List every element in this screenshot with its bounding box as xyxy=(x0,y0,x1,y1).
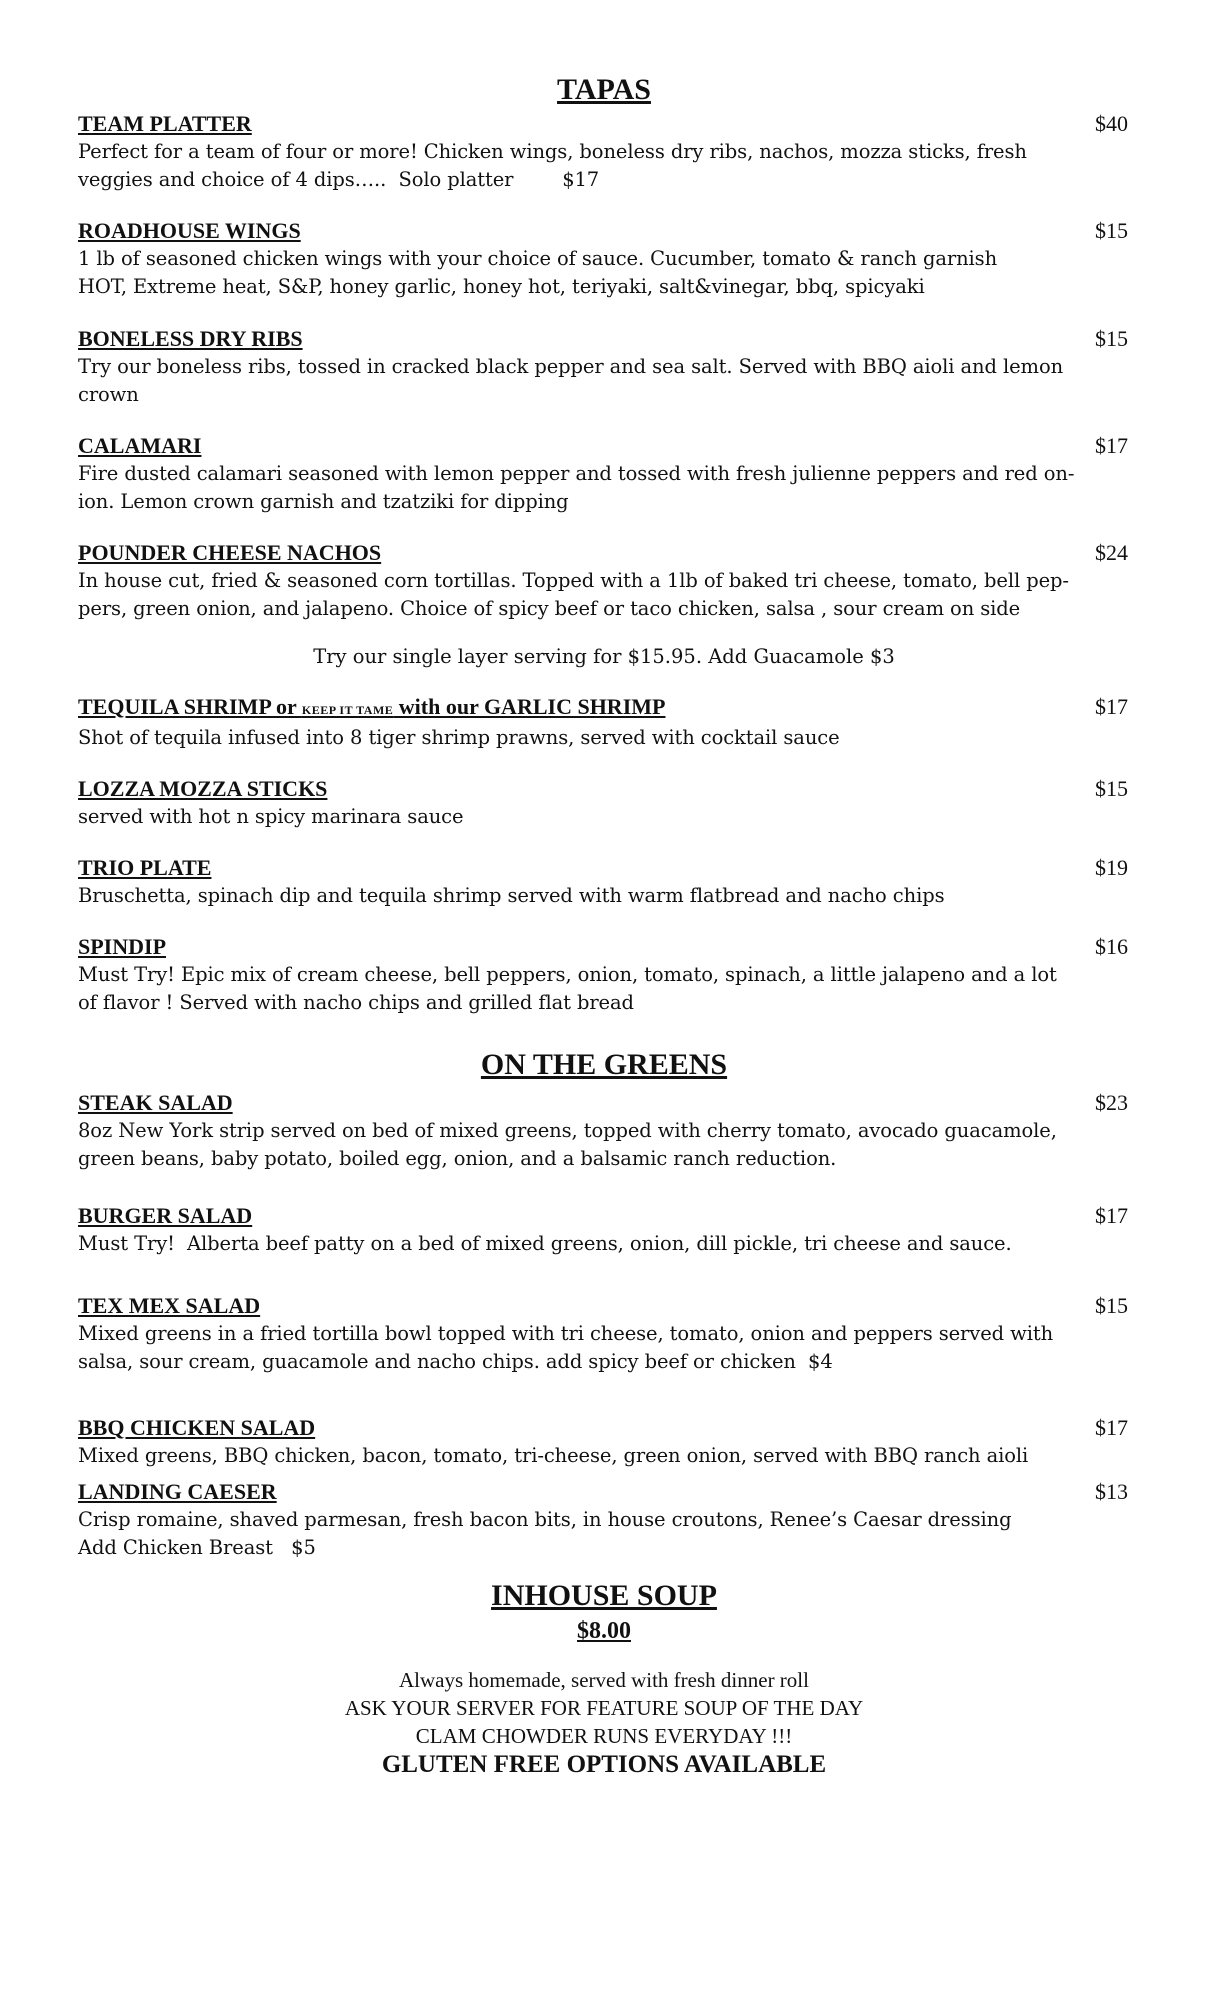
menu-item-calamari xyxy=(78,432,1130,516)
item-description: In house cut, fried & seasoned corn tortillas. Topped with a 1lb of baked tri cheese, tomato, bell pep- pers, green onion, and jalapeno. Choice of spicy beef or taco chicken, salsa , sour cream on side xyxy=(78,569,1069,620)
soup-line: ASK YOUR SERVER FOR FEATURE SOUP OF THE DAY xyxy=(344,1696,864,1720)
item-description: Crisp romaine, shaved parmesan, fresh bacon bits, in house croutons, Renee’s Caesar dressing Add Chicken Breast $5 xyxy=(78,1508,1012,1559)
menu-item-steak-salad xyxy=(78,1089,1130,1173)
menu-item-landing-caeser xyxy=(78,1478,1130,1562)
menu-item-bbq-chicken-salad xyxy=(78,1414,1130,1470)
item-price: $40 xyxy=(1095,111,1128,136)
menu-item-tequila-shrimp xyxy=(78,693,1130,752)
item-description: Mixed greens, BBQ chicken, bacon, tomato, tri-cheese, green onion, served with BBQ ranch aioli xyxy=(78,1444,1029,1467)
item-price: $15 xyxy=(1095,326,1128,351)
item-name: TEQUILA SHRIMP or KEEP IT TAME with our GARLIC SHRIMP xyxy=(78,694,666,719)
item-price: $17 xyxy=(1095,694,1128,719)
soup-line: Always homemade, served with fresh dinner roll xyxy=(399,1668,809,1692)
item-price: $13 xyxy=(1095,1479,1128,1504)
item-description: Try our boneless ribs, tossed in cracked black pepper and sea salt. Served with BBQ aioli and lemon crown xyxy=(78,355,1064,406)
tapas-title: TAPAS xyxy=(557,73,651,106)
menu-item-spindip xyxy=(78,933,1130,1017)
item-name: BURGER SALAD xyxy=(78,1203,253,1228)
item-description: Bruschetta, spinach dip and tequila shrimp served with warm flatbread and nacho chips xyxy=(78,884,945,907)
gluten-free-notice: GLUTEN FREE OPTIONS AVAILABLE xyxy=(381,1751,827,1778)
item-name: POUNDER CHEESE NACHOS xyxy=(78,540,382,565)
menu-page xyxy=(78,70,1130,1780)
item-description: 8oz New York strip served on bed of mixed greens, topped with cherry tomato, avocado guacamole, green beans, baby potato, boiled egg, onion, and a balsamic ranch reduction. xyxy=(78,1119,1057,1170)
item-price: $19 xyxy=(1095,855,1128,880)
item-price: $17 xyxy=(1095,1203,1128,1228)
item-price: $15 xyxy=(1095,776,1128,801)
soup-title: INHOUSE SOUP xyxy=(491,1579,717,1612)
item-name: CALAMARI xyxy=(78,433,202,458)
item-name: LOZZA MOZZA STICKS xyxy=(78,776,328,801)
item-name: SPINDIP xyxy=(78,934,167,959)
item-name: TEX MEX SALAD xyxy=(78,1293,261,1318)
item-price: $24 xyxy=(1095,540,1128,565)
item-price: $15 xyxy=(1095,1293,1128,1318)
greens-title: ON THE GREENS xyxy=(480,1048,728,1081)
item-price: $17 xyxy=(1095,433,1128,458)
item-price: $23 xyxy=(1095,1090,1128,1115)
item-price: $17 xyxy=(1095,1415,1128,1440)
item-name: TEAM PLATTER xyxy=(78,111,252,136)
item-name: TRIO PLATE xyxy=(78,855,212,880)
item-description: Must Try! Alberta beef patty on a bed of mixed greens, onion, dill pickle, tri cheese and sauce. xyxy=(78,1232,1012,1255)
menu-item-team-platter xyxy=(78,110,1130,194)
item-description: served with hot n spicy marinara sauce xyxy=(78,805,464,828)
item-description: Must Try! Epic mix of cream cheese, bell peppers, onion, tomato, spinach, a little jalapeno and a lot of flavor ! Served with nacho chips and grilled flat bread xyxy=(78,963,1057,1014)
item-description: Shot of tequila infused into 8 tiger shrimp prawns, served with cocktail sauce xyxy=(78,726,840,749)
item-price: $15 xyxy=(1095,218,1128,243)
menu-item-trio-plate xyxy=(78,854,1130,910)
menu-item-boneless-dry-ribs xyxy=(78,325,1130,409)
menu-item-lozza-mozza-sticks xyxy=(78,775,1130,831)
menu-item-pounder-cheese-nachos xyxy=(78,539,1130,623)
item-name: ROADHOUSE WINGS xyxy=(78,218,301,243)
soup-price: $8.00 xyxy=(577,1618,631,1644)
item-description: Fire dusted calamari seasoned with lemon pepper and tossed with fresh julienne peppers and red on- ion. Lemon crown garnish and tzatziki for dipping xyxy=(78,462,1075,513)
menu-item-burger-salad xyxy=(78,1202,1130,1258)
item-name: BONELESS DRY RIBS xyxy=(78,326,303,351)
soup-line: CLAM CHOWDER RUNS EVERYDAY !!! xyxy=(415,1724,793,1748)
item-description: Perfect for a team of four or more! Chicken wings, boneless dry ribs, nachos, mozza sticks, fresh veggies and choice of 4 dips….. Solo platter $17 xyxy=(78,140,1027,191)
item-name: BBQ CHICKEN SALAD xyxy=(78,1415,316,1440)
menu-item-tex-mex-salad xyxy=(78,1292,1130,1376)
menu-item-roadhouse-wings xyxy=(78,217,1130,301)
item-name: STEAK SALAD xyxy=(78,1090,233,1115)
item-description: Mixed greens in a fried tortilla bowl topped with tri cheese, tomato, onion and peppers served with salsa, sour cream, guacamole and nacho chips. add spicy beef or chicken $4 xyxy=(78,1322,1054,1373)
item-description: 1 lb of seasoned chicken wings with your choice of sauce. Cucumber, tomato & ranch garnish HOT, Extreme heat, S&P, honey garlic, honey hot, teriyaki, salt&vinegar, bbq, spicyaki xyxy=(78,247,998,298)
item-price: $16 xyxy=(1095,934,1128,959)
nachos-note: Try our single layer serving for $15.95. Add Guacamole $3 xyxy=(313,645,895,668)
item-name: LANDING CAESER xyxy=(78,1479,277,1504)
